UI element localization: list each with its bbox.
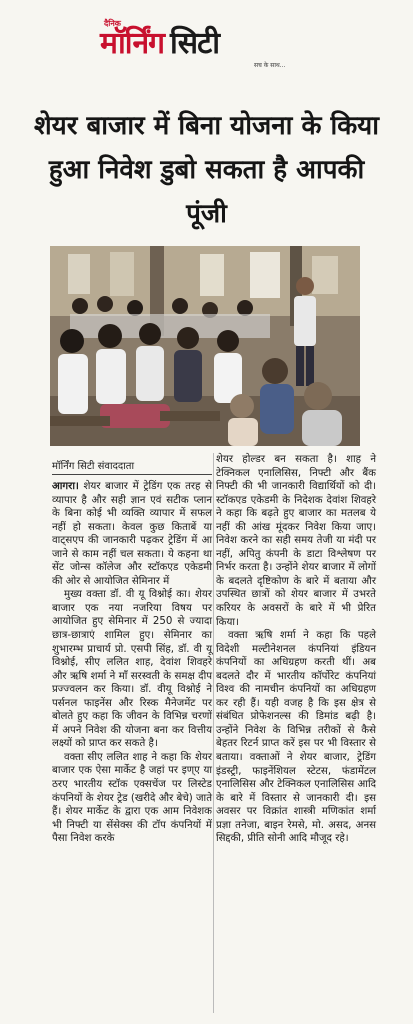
headline: शेयर बाजार में बिना योजना के किया हुआ निवेश डुबो सकता है आपकी पूंजी [34,111,379,229]
article-column-right [216,453,376,846]
seminar-photo-illustration [50,246,360,446]
dateline: आगरा। [52,481,79,492]
byline-divider [52,474,212,475]
paragraph-text: शेयर बाजार में ट्रेडिंग एक तरह से व्यापार है और सही ज्ञान एवं सटीक प्लान के बिना कोई भी व्यक्ति व्यापार में सफल नहीं हो सकता। केवल कुछ किताबें या वाट्सएप की जानकारी पढ़कर ट्रेडिंग में आ जाने से काम नहीं चल सकता। ये कहना था सेंट जोन्स कॉलेज और स्टॉकएड एकेडमी की ओर से आयोजित सेमिनार में [52,481,212,587]
masthead-title-black: सिटी [170,26,219,61]
article-paragraph: शेयर होल्डर बन सकता है। शाह ने टेक्निकल एनालिसिस, निफ्टी और बैंक निफ्टी की भी जानकारी विद्यार्थियों को दी। स्टॉकएड एकेडमी के निदेशक देवांश शिवहरे ने कहा कि बढ़ते हुए बाजार का मतलब ये नहीं की आंख मूंदकर निवेश किया जाए। निवेश करने का सही समय तेजी या मंदी पर नहीं, अपितु कंपनी के डाटा विश्लेषण पर निर्भर करता है। उन्होंने शेयर बाजार में लोगों के बदलते दृष्टिकोण के बारे में बताया और उपस्थित छात्रों को शेयर बाजार में उभरते करियर के अवसरों के बारे में भी प्रेरित किया। [216,454,376,628]
masthead-tagline: सच के साथ... [254,62,286,69]
article-column-left [52,480,212,846]
article-paragraph: वक्ता सीए ललित शाह ने कहा कि शेयर बाजार एक ऐसा मार्केट है जहां पर इण्ए या ठरए भारतीय स्टॉक एक्सचेंज पर लिस्टेड कंपनियों के शेयर ट्रेड (खरीदे और बेचे) जाते हैं। शेयर मार्केट के द्वारा एक आम निवेशक भी निफ्टी या सेंसेक्स की टॉप कंपनियों में पैसा निवेश करके [52,751,212,845]
masthead [0,14,413,74]
masthead-logo [100,26,219,62]
masthead-prefix: दैनिक [104,19,121,28]
seminar-photo [50,246,360,446]
article-paragraph: वक्ता ऋषि शर्मा ने कहा कि पहले विदेशी मल्टीनेशनल कंपनियां इंडियन कंपनियों का अधिग्रहण करती थीं। अब बदलते दौर में भारतीय कॉर्पोरेट कंपनियां विश्व की नामचीन कंपनियों का अधिग्रहण कर रही हैं। यही वजह है कि इस क्षेत्र से संबंधित प्रोफेशनल्स की डिमांड बढ़ी है। उन्होंने निवेश के विभिन्न तरीकों से कैसे बेहतर रिटर्न प्राप्त करें इस पर भी विस्तार से बताया। वक्ताओं ने शेयर बाजार, ट्रेडिंग इंडस्ट्री, फाइनेंशियल स्टेटस, फंडामेंटल एनालिसिस और टेक्निकल एनालिसिस आदि के बारे में विस्तार से जानकारी दी। इस अवसर पर विक्रांत शास्त्री मणिकांत शर्मा प्रज्ञा तनेजा, बाइन रेमसे, मो. असद, अनस सिद्दकी, प्रीति सोनी आदि मौजूद रहे। [216,630,376,845]
byline: मॉर्निंग सिटी संवाददाता [52,461,135,472]
masthead-title-red: मॉर्निंग [100,26,165,61]
article-paragraph: मुख्य वक्ता डॉ. वी यू विश्नोई का। शेयर बाजार एक नया नजरिया विषय पर आयोजित हुए सेमिनार में 250 से ज्यादा छात्र-छात्राएं शामिल हुए। सेमिनार का शुभारम्भ प्राचार्य प्रो. एसपी सिंह, डॉ. वी यू विश्नोई, सीए ललित शाह, देवांश शिवहरे और ऋषि शर्मा ने माँ सरस्वती के समक्ष दीप प्रज्ज्वलन कर किया। डॉ. वीयू विश्नोई ने पर्सनल फाइनेंस और रिस्क मैनेजमेंट पर बोलते हुए कहा कि जीवन के विभिन्न चरणों में अपने निवेश की योजना बना कर वित्तीय लक्ष्यों को प्राप्त कर सकते है। [52,589,212,750]
article-paragraph [52,480,212,588]
column-divider [213,453,214,1013]
